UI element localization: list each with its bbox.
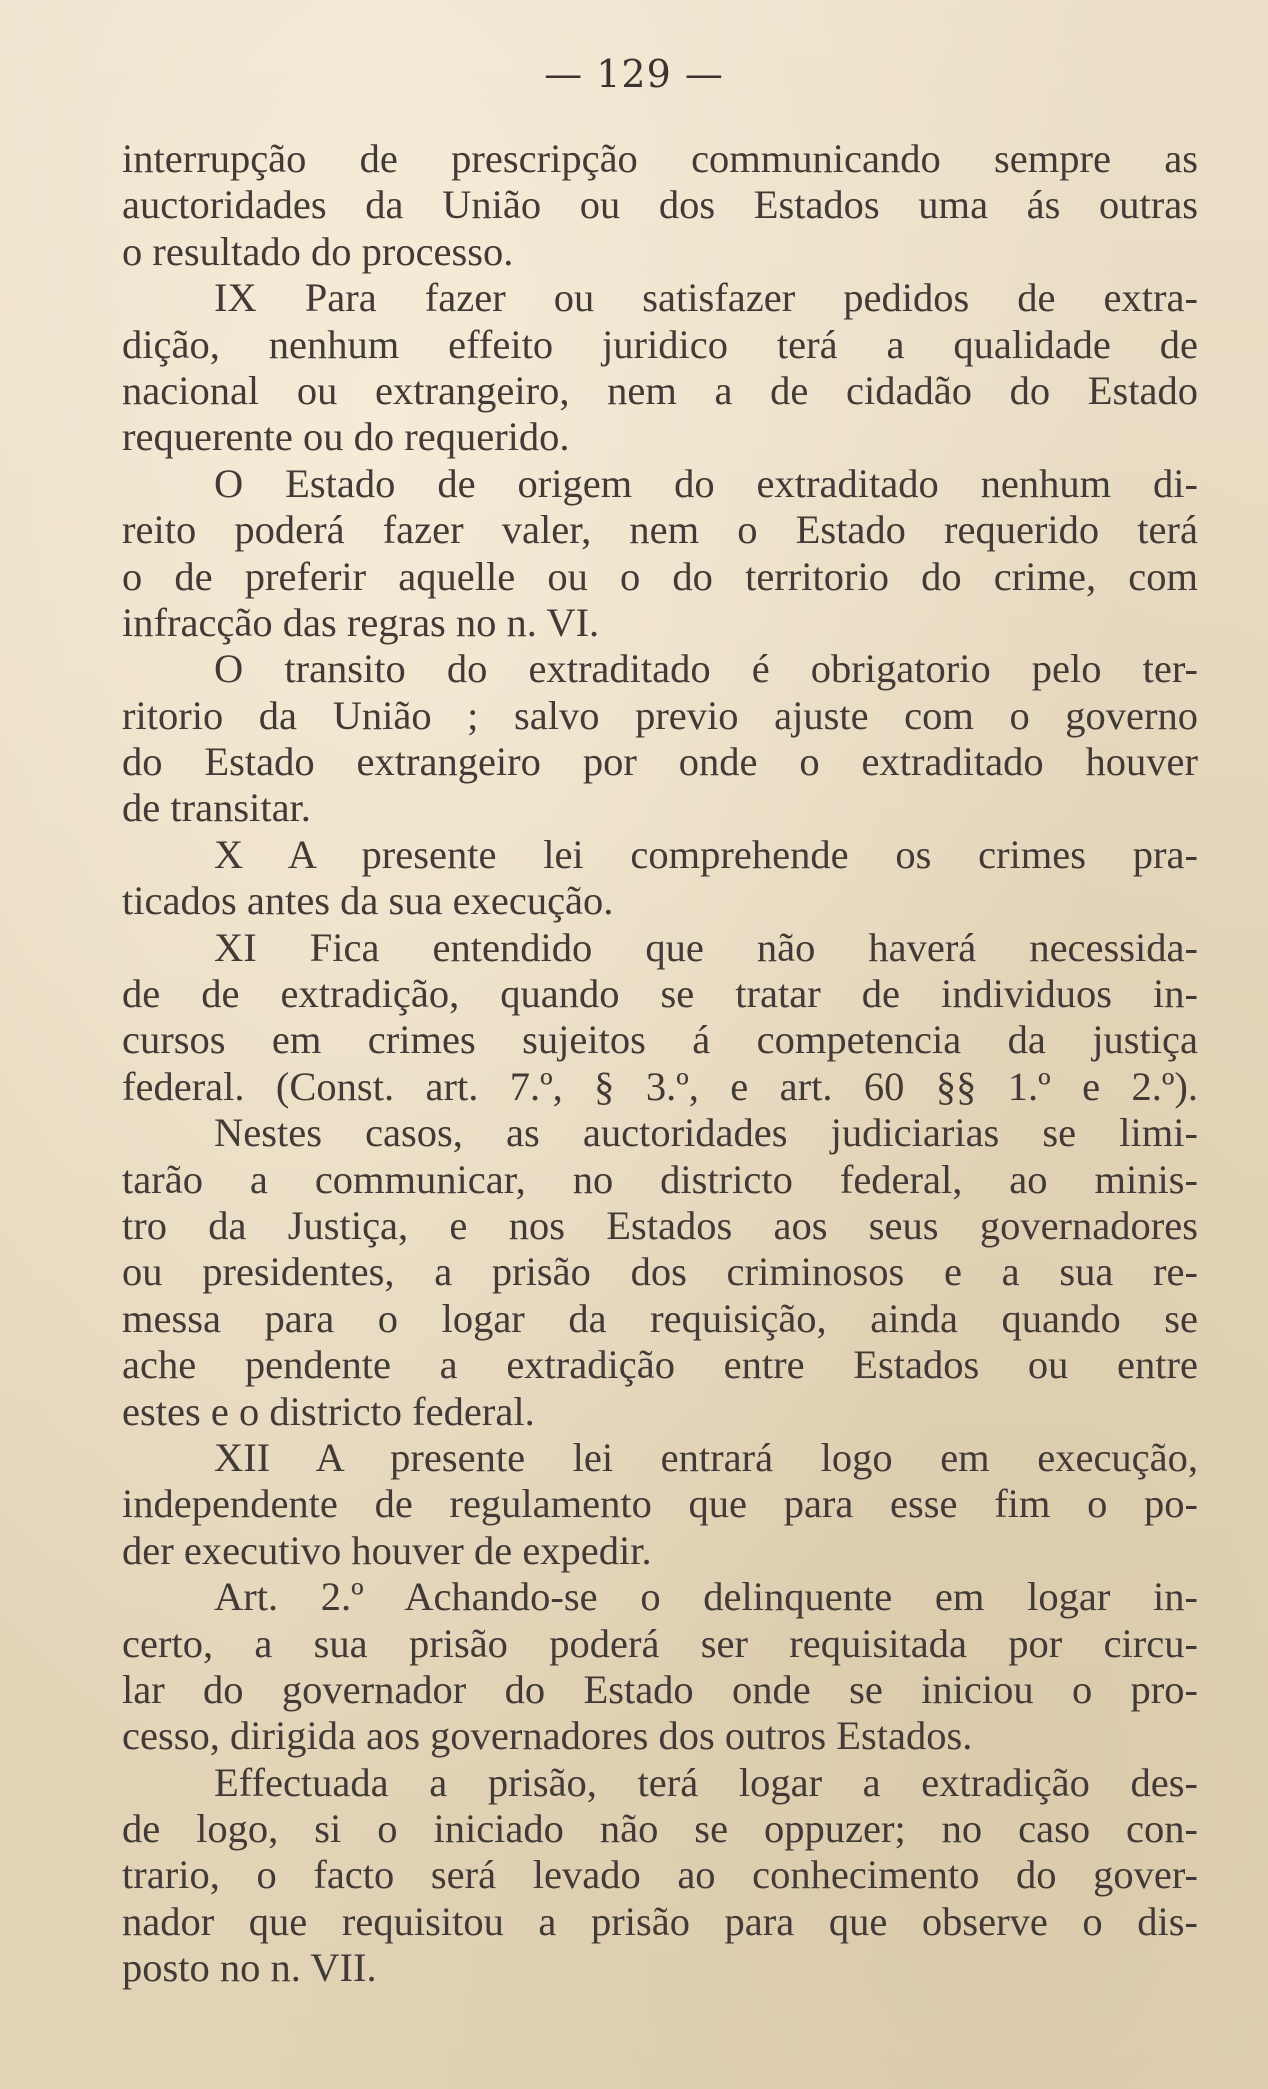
text-line: IX Para fazer ou satisfazer pedidos de extra- [214,275,1198,321]
text-line: XII A presente lei entrará logo em execução, [214,1434,1198,1480]
text-line: reito poderá fazer valer, nem o Estado requerido terá [122,507,1198,553]
text-line: Nestes casos, as auctoridades judiciarias se limi- [214,1110,1198,1156]
text-line: O transito do extraditado é obrigatorio pelo ter- [214,646,1198,692]
text-line: tro da Justiça, e nos Estados aos seus governadores [122,1202,1198,1248]
text-line: nacional ou extrangeiro, nem a de cidadão do Estado [122,367,1198,413]
text-line: o resultado do processo. [122,228,514,274]
text-line: X A presente lei comprehende os crimes pra- [214,831,1198,877]
text-line: XI Fica entendido que não haverá necessida- [214,924,1198,970]
text-line: auctoridades da União ou dos Estados uma ás outras [122,182,1198,228]
text-line: de transitar. [122,785,311,831]
text-line: O Estado de origem do extraditado nenhum di- [214,460,1198,506]
text-line: dição, nenhum effeito juridico terá a qualidade de [122,321,1198,367]
text-line: ritorio da União ; salvo previo ajuste com o governo [122,692,1198,738]
page-number: — 129 — [544,52,724,96]
text-line: cursos em crimes sujeitos á competencia da justiça [122,1017,1198,1063]
text-line: ticados antes da sua execução. [122,878,614,924]
text-line: tarão a communicar, no districto federal, ao minis- [122,1156,1198,1202]
text-line: messa para o logar da requisição, ainda quando se [122,1295,1198,1341]
text-line: independente de regulamento que para esse fim o po- [122,1481,1198,1527]
text-line: Art. 2.º Achando-se o delinquente em logar in- [214,1574,1198,1620]
text-line: posto no n. VII. [122,1945,377,1991]
text-line: Effectuada a prisão, terá logar a extradição des- [214,1759,1198,1805]
text-line: de logo, si o iniciado não se oppuzer; no caso con- [122,1806,1198,1852]
body-text [122,136,1198,1992]
text-line: der executivo houver de expedir. [122,1527,652,1573]
text-line: interrupção de prescripção communicando sempre as [122,136,1198,181]
text-line: trario, o facto será levado ao conhecimento do gover- [122,1852,1198,1898]
text-line: federal. (Const. art. 7.º, § 3.º, e art. 60 §§ 1.º e 2.º). [122,1063,1198,1109]
text-line: o de preferir aquelle ou o do territorio do crime, com [122,553,1198,599]
text-line: requerente ou do requerido. [122,414,570,460]
text-line: lar do governador do Estado onde se iniciou o pro- [122,1666,1198,1712]
text-line: cesso, dirigida aos governadores dos outros Estados. [122,1713,973,1759]
text-line: nador que requisitou a prisão para que observe o dis- [122,1898,1198,1944]
text-line: de de extradição, quando se tratar de individuos in- [122,971,1198,1017]
text-line: infracção das regras no n. VI. [122,599,600,645]
text-line: ou presidentes, a prisão dos criminosos e a sua re- [122,1249,1198,1295]
text-line: estes e o districto federal. [122,1388,535,1434]
text-line: do Estado extrangeiro por onde o extraditado houver [122,739,1198,785]
text-line: certo, a sua prisão poderá ser requisitada por circu- [122,1620,1198,1666]
text-line: ache pendente a extradição entre Estados ou entre [122,1342,1198,1388]
